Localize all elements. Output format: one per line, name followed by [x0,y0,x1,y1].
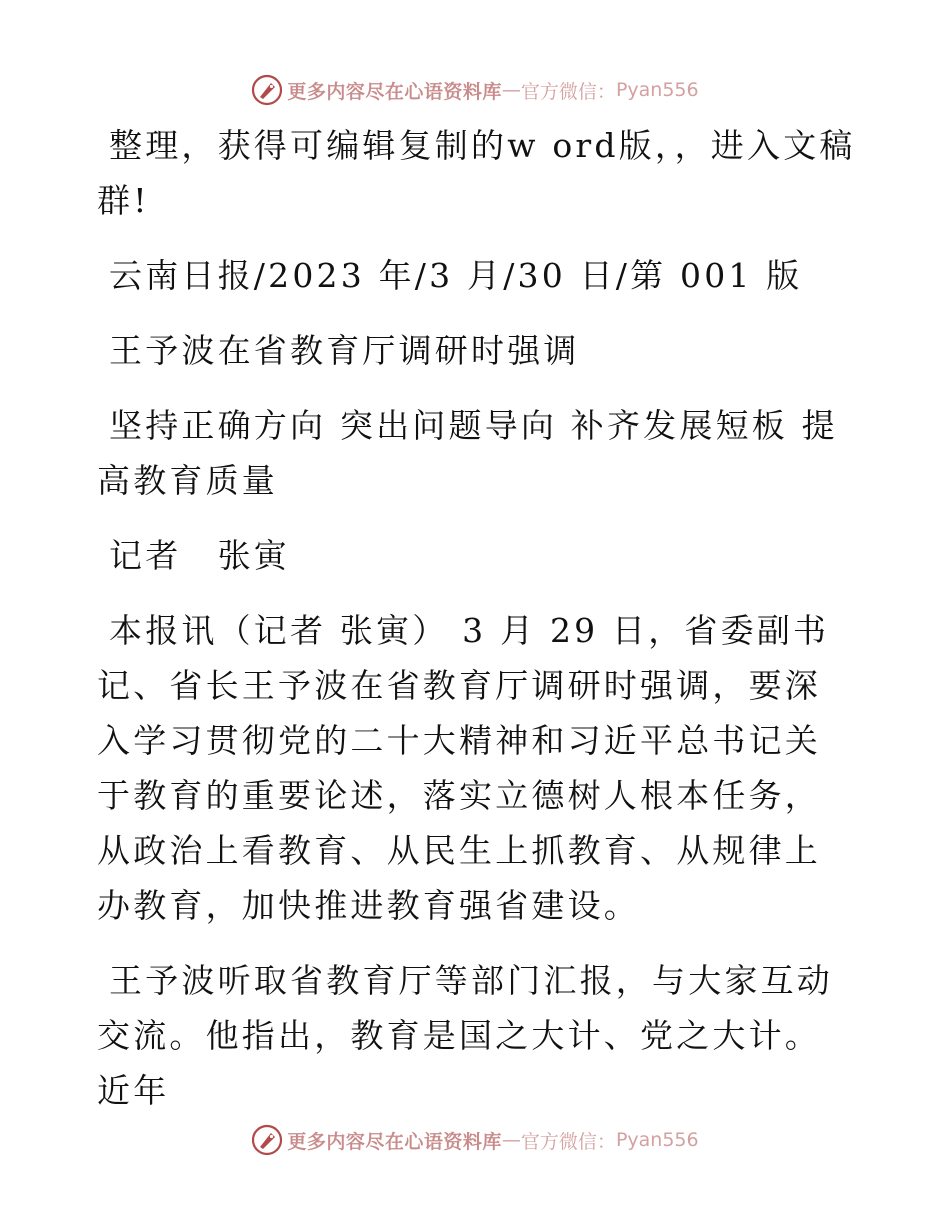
banner-wechat-id: Pyan556 [615,79,699,101]
headline: 王予波在省教育厅调研时强调 [109,331,580,370]
pen-nib-logo-icon [251,74,283,106]
banner-dash: — [501,79,521,101]
byline: 记者 张寅 [109,536,290,575]
body-paragraph-2: 王予波听取省教育厅等部门汇报，与大家互动交流。他指出，教育是国之大计、党之大计。近年 [97,961,833,1110]
body-paragraph-1: 本报讯（记者 张寅） 3 月 29 日，省委副书记、省长王予波在省教育厅调研时强调，要深入学习贯彻党的二十大精神和习近平总书记关于教育的重要论述，落实立德树人根本任务，从政治上看教育、从民生上抓教育、从规律上办教育，加快推进教育强省建设。 [97,611,830,925]
subheadline: 坚持正确方向 突出问题导向 补齐发展短板 提高教育质量 [97,406,838,500]
banner-wechat-label: 官方微信： [520,80,616,103]
pen-nib-logo-icon [251,1124,283,1156]
banner-main-text: 更多内容尽在心语资料库 [287,80,502,103]
banner-dash: — [501,1129,521,1151]
source-line: 云南日报/2023 年/3 月/30 日/第 001 版 [109,256,803,295]
footer-watermark-banner [0,1120,950,1160]
intro-text: 整理，获得可编辑复制的w ord版，，进入文稿群! [97,126,856,220]
banner-main-text: 更多内容尽在心语资料库 [287,1130,502,1153]
header-watermark-banner [0,70,950,110]
banner-wechat-label: 官方微信： [520,1130,616,1153]
document-body [97,118,857,1138]
banner-wechat-id: Pyan556 [615,1129,699,1151]
